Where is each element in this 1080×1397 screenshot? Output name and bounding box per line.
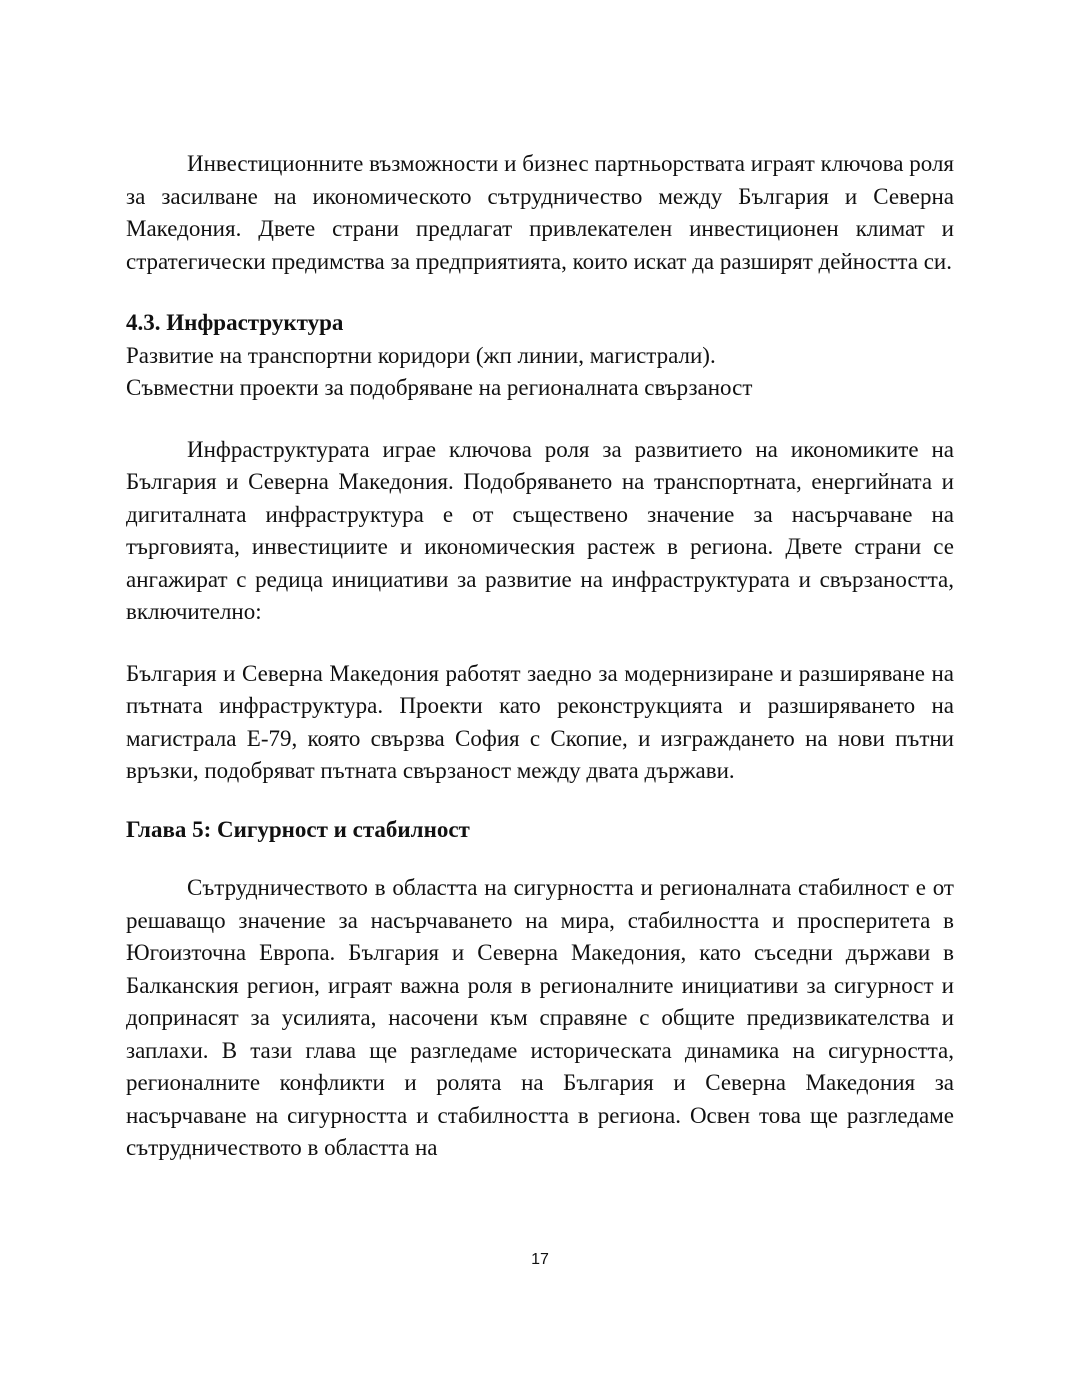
page-body <box>126 148 954 1165</box>
list-line-transport-corridors: Развитие на транспортни коридори (жп линии, магистрали). <box>126 342 716 368</box>
paragraph-infrastructure-intro: Инфраструктурата играе ключова роля за развитието на икономиките на България и Северна Македония. Подобряването на транспортната, енергийната и дигиталната инфраструктура е от съществено значение за насърчаване на търговията, инвестициите и икономическия растеж в региона. Двете страни се ангажират с редица инициативи за развитие на инфраструктурата и свързаността, включително: <box>126 436 954 624</box>
paragraph-roads: България и Северна Македония работят заедно за модернизиране и разширяване на пътната инфраструктура. Проекти като реконструкцията и разширяването на магистрала Е-79, която свързва София с Скопие, и изграждането на нови пътни връзки, подобряват пътната свързаност между двата държави. <box>126 660 954 783</box>
list-line-joint-projects: Съвместни проекти за подобряване на регионалната свързаност <box>126 375 753 400</box>
page-number: 17 <box>531 1251 549 1268</box>
paragraph-security-intro: Сътрудничеството в областта на сигурността и регионалната стабилност е от решаващо значение за насърчаването на мира, стабилността и просперитета в Югоизточна Европа. България и Северна Македония, като съседни държави в Балканския регион, играят важна роля в регионалните инициативи за сигурност и допринасят за усилията, насочени към справяне с общите предизвикателства и заплахи. В тази глава ще разгледаме историческата динамика на сигурността, регионалните конфликти и ролята на България и Северна Македония за насърчаване на сигурността и стабилността в региона. Освен това ще разгледаме сътрудничеството в областта на <box>126 875 954 1160</box>
section-heading-infrastructure: 4.3. Инфраструктура <box>126 310 344 335</box>
chapter-heading-security: Глава 5: Сигурност и стабилност <box>126 816 470 842</box>
paragraph-investments: Инвестиционните възможности и бизнес партньорствата играят ключова роля за засилване на икономическото сътрудничество между България и Северна Македония. Двете страни предлагат привлекателен инвестиционен климат и стратегически предимства за предприятията, които искат да разширят дейността си. <box>126 151 954 274</box>
